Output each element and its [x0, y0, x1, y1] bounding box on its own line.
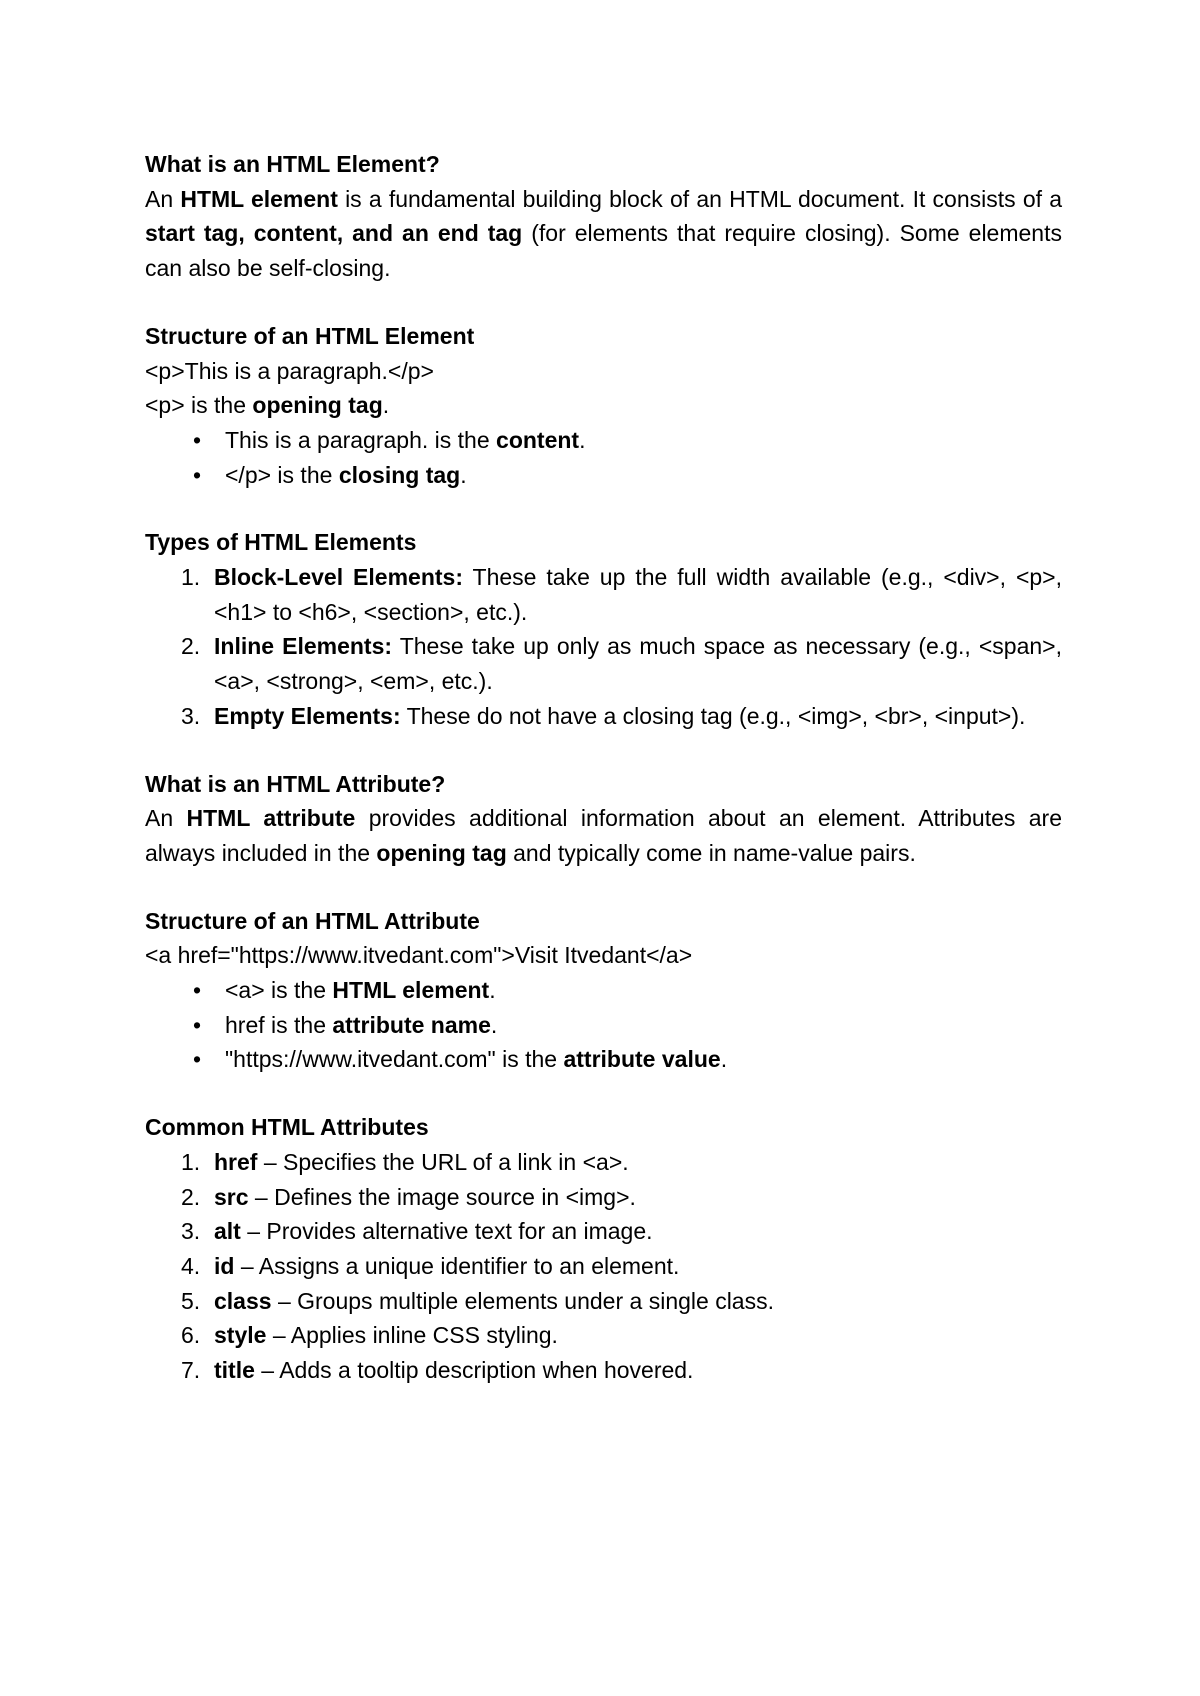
- numbered-list: [145, 560, 1062, 734]
- bold-term: opening tag: [252, 392, 383, 419]
- section-heading: Structure of an HTML Element: [145, 322, 475, 349]
- section-heading: What is an HTML Attribute?: [145, 770, 446, 797]
- text-run: .: [382, 392, 390, 419]
- list-number: 5.: [181, 1287, 201, 1314]
- text-run: <a> is the: [225, 977, 333, 1004]
- list-item: [193, 973, 1062, 1008]
- text-run: – Defines the image source in <img>.: [248, 1183, 636, 1210]
- section-heading: Structure of an HTML Attribute: [145, 907, 480, 934]
- bold-term: start tag, content, and an end tag: [145, 220, 523, 247]
- section-common-attributes: [145, 1110, 1062, 1388]
- text-run: (for elements that require closing). Some elements can also be self-closing.: [145, 220, 1062, 282]
- bold-term: alt: [214, 1218, 241, 1245]
- text-run: provides additional information about an element. Attributes are always included in the: [145, 805, 1062, 866]
- text-run: These take up the full width available (e.g., <div>, <p>, <h1> to <h6>, <section>, etc.).: [214, 564, 1062, 625]
- list-item: [181, 629, 1062, 698]
- list-item: [181, 1249, 1062, 1284]
- text-run: These do not have a closing tag (e.g., <img>, <br>, <input>).: [400, 702, 1026, 729]
- list-item: [181, 560, 1062, 629]
- opening-tag-line: [145, 388, 1062, 423]
- list-number: 4.: [181, 1252, 201, 1279]
- text-run: <p> is the: [145, 392, 253, 419]
- bold-term: HTML element: [332, 977, 490, 1004]
- bullet-icon: •: [193, 426, 202, 453]
- list-item: [181, 1318, 1062, 1353]
- bold-term: attribute value: [563, 1046, 721, 1073]
- definition-paragraph: [145, 182, 1062, 286]
- list-item: [181, 699, 1062, 734]
- text-run: This is a paragraph. is the: [225, 426, 497, 453]
- list-number: 3.: [181, 702, 201, 729]
- text-run: is a fundamental building block of an HTML document. It consists of a: [337, 185, 1062, 212]
- text-run: – Provides alternative text for an image.: [240, 1218, 653, 1245]
- text-run: These take up only as much space as necessary (e.g., <span>, <a>, <strong>, <em>, etc.).: [214, 633, 1062, 695]
- text-run: href is the: [225, 1011, 333, 1038]
- list-number: 1.: [181, 1148, 201, 1175]
- text-run: – Adds a tooltip description when hovered.: [254, 1357, 694, 1384]
- bold-term: Empty Elements:: [214, 702, 401, 729]
- list-item: [193, 458, 1062, 493]
- bold-term: Inline Elements:: [214, 633, 393, 660]
- bullet-list: [145, 973, 1062, 1077]
- list-item: [193, 1008, 1062, 1043]
- text-run: .: [579, 426, 586, 453]
- text-run: .: [490, 1011, 498, 1038]
- bold-term: title: [214, 1357, 255, 1384]
- numbered-list: [145, 1145, 1062, 1388]
- section-attribute-structure: [145, 904, 1062, 1078]
- text-run: "https://www.itvedant.com" is the: [225, 1046, 564, 1073]
- text-run: – Specifies the URL of a link in <a>.: [257, 1148, 629, 1175]
- list-number: 7.: [181, 1357, 201, 1384]
- section-element-types: [145, 525, 1062, 733]
- bullet-icon: •: [193, 977, 202, 1004]
- section-heading: Common HTML Attributes: [145, 1114, 429, 1141]
- bullet-icon: •: [193, 1011, 202, 1038]
- bold-term: src: [214, 1183, 249, 1210]
- text-run: .: [720, 1046, 728, 1073]
- bold-term: class: [214, 1287, 272, 1314]
- bold-term: attribute name: [332, 1011, 491, 1038]
- section-element-structure: [145, 319, 1062, 493]
- text-run: .: [489, 977, 496, 1004]
- code-example: <a href="https://www.itvedant.com">Visit Itvedant</a>: [145, 942, 693, 969]
- bold-term: closing tag: [338, 461, 461, 488]
- list-number: 6.: [181, 1322, 201, 1349]
- document-page: [145, 147, 1062, 1421]
- bold-term: id: [214, 1252, 235, 1279]
- bold-term: HTML element: [180, 185, 338, 212]
- list-item: [193, 1042, 1062, 1077]
- text-run: and typically come in name-value pairs.: [506, 839, 916, 866]
- text-run: An: [145, 185, 181, 212]
- list-item: [193, 423, 1062, 458]
- section-html-attribute: [145, 767, 1062, 871]
- section-html-element: [145, 147, 1062, 286]
- section-heading: What is an HTML Element?: [145, 151, 440, 177]
- list-item: [181, 1353, 1062, 1388]
- bold-term: HTML attribute: [186, 805, 356, 832]
- bold-term: style: [214, 1322, 267, 1349]
- bullet-icon: •: [193, 461, 202, 488]
- list-item: [181, 1145, 1062, 1180]
- bullet-list: [145, 423, 1062, 492]
- text-run: – Applies inline CSS styling.: [266, 1322, 558, 1349]
- bold-term: opening tag: [376, 839, 507, 866]
- bold-term: Block-Level Elements:: [214, 564, 463, 591]
- code-example: <p>This is a paragraph.</p>: [145, 357, 434, 384]
- list-number: 2.: [181, 1183, 201, 1210]
- bold-term: href: [214, 1148, 258, 1175]
- text-run: – Groups multiple elements under a single class.: [271, 1287, 774, 1314]
- list-item: [181, 1180, 1062, 1215]
- bold-term: content: [496, 426, 580, 453]
- bullet-icon: •: [193, 1046, 202, 1073]
- text-run: An: [145, 805, 187, 832]
- list-item: [181, 1214, 1062, 1249]
- text-run: </p> is the: [225, 461, 339, 488]
- text-run: .: [460, 461, 467, 488]
- text-run: – Assigns a unique identifier to an element.: [234, 1252, 680, 1279]
- list-number: 1.: [181, 564, 201, 591]
- list-number: 3.: [181, 1218, 201, 1245]
- definition-paragraph: [145, 801, 1062, 870]
- list-number: 2.: [181, 633, 201, 660]
- list-item: [181, 1284, 1062, 1319]
- section-heading: Types of HTML Elements: [145, 529, 417, 556]
